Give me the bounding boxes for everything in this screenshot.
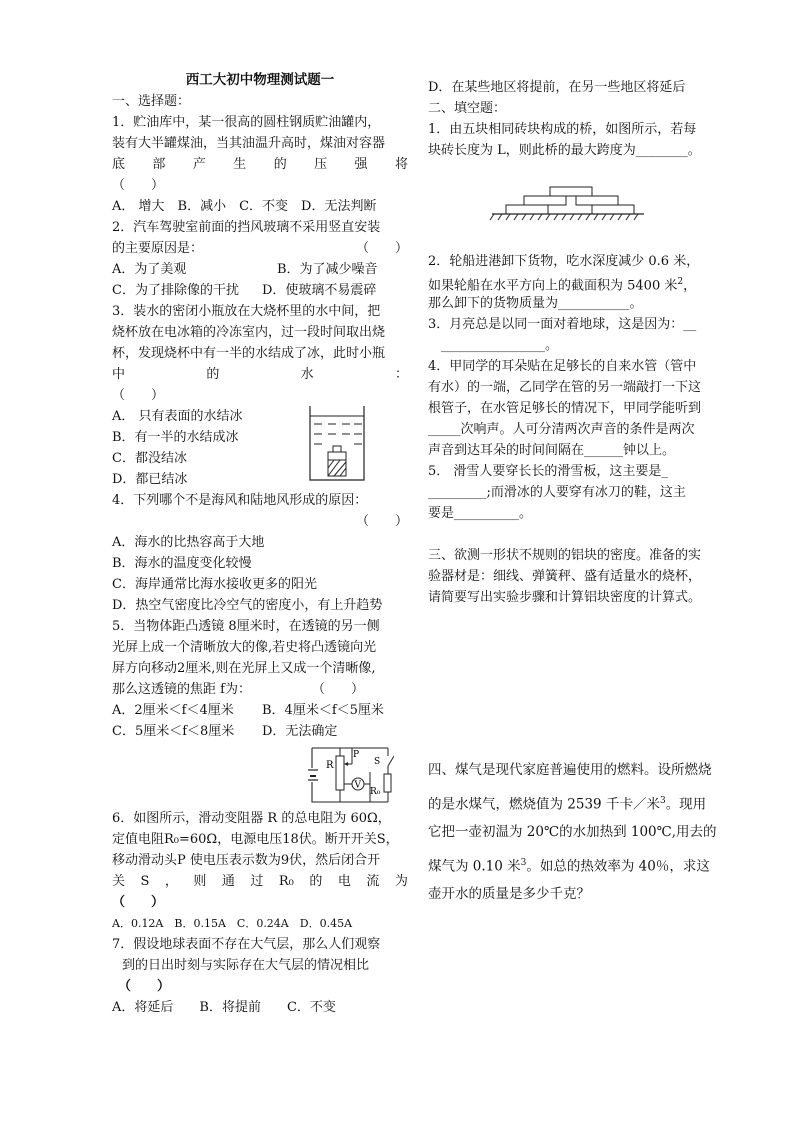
q3-option-a: A． 只有表面的水结冰 bbox=[112, 409, 243, 424]
q4-line1: 4．下列哪个不是海风和陆地风形成的原因： bbox=[112, 493, 368, 508]
q3-line3: 杯，发现烧杯中有一半的水结成了冰，此时小瓶 bbox=[112, 346, 386, 361]
q2-line2: 的主要原因是： （ ） bbox=[112, 241, 408, 256]
s4-line4: 煤气为 0.10 米$^3$。如总的热效率为 40％，求这 bbox=[428, 858, 710, 875]
fig-label-r0: R₀ bbox=[370, 787, 381, 797]
q1-line1: 1．贮油库中，某一很高的圆柱钢质贮油罐内， bbox=[112, 115, 381, 130]
q7-line1: 7．假设地球表面不存在大气层，那么人们观察 bbox=[112, 937, 381, 952]
s4-line2: 的是水煤气，燃烧值为 2539 千卡／米$^3$。现用 bbox=[428, 796, 707, 813]
q3-option-d: D．都已结冰 bbox=[112, 472, 188, 487]
bridge-figure-row bbox=[428, 161, 724, 251]
q3-option-b: B．有一半的水结成冰 bbox=[112, 430, 239, 445]
f1-line1: 1．由五块相同砖块构成的桥，如图所示，若每 bbox=[428, 122, 697, 137]
f3-line1: 3．月亮总是以同一面对着地球，这是因为：__ bbox=[428, 317, 697, 332]
section1-heading: 一、选择题： bbox=[112, 94, 191, 109]
q6-line2: 定值电阻R₀=60Ω，电源电压18伏。断开开关S， bbox=[112, 832, 399, 847]
q4-option-d: D．热空气密度比冷空气的密度小，有上升趋势 bbox=[112, 598, 383, 613]
s3-line2: 验器材是：细线、弹簧秤、盛有适量水的烧杯， bbox=[428, 569, 702, 584]
circuit-figure bbox=[308, 744, 394, 806]
q5-options-cd: C．5厘米＜f＜8厘米 D．无法确定 bbox=[112, 724, 338, 739]
q1-line2: 装有大半罐煤油，当其油温升高时，煤油对容器 bbox=[112, 136, 386, 151]
spacer bbox=[428, 524, 724, 545]
q2-options-ab: A．为了美观 B．为了减少噪音 bbox=[112, 262, 378, 277]
f2-line3: 那么卸下的货物质量为___________。 bbox=[428, 296, 643, 311]
brick-bridge-figure bbox=[488, 183, 648, 233]
q1-line3: 底 部 产 生 的 压 强 将 bbox=[112, 157, 408, 172]
q3-line4: 中 的 水 ： bbox=[112, 367, 408, 382]
f4-line4: _____次响声。人可分清两次声音的条件是两次 bbox=[428, 422, 695, 437]
f1-line2: 块砖长度为 L，则此桥的最大跨度为________。 bbox=[428, 143, 701, 158]
q6-line1: 6．如图所示，滑动变阻器 R 的总电阻为 60Ω， bbox=[112, 811, 391, 826]
fig-label-r: R bbox=[326, 760, 334, 771]
f5-line1: 5． 滑雪人要穿长长的滑雪板，这主要是_ bbox=[428, 464, 668, 479]
f5-line3: 要是__________。 bbox=[428, 506, 533, 521]
left-column bbox=[112, 70, 408, 1018]
q7-option-d: D．在某些地区将提前，在另一些地区将延后 bbox=[428, 80, 686, 95]
q7-answer-paren: （ ） bbox=[118, 979, 171, 994]
q3-option-c: C．都没结冰 bbox=[112, 451, 187, 466]
f4-line3: 根管子，在水管足够长的情况下，甲同学能听到 bbox=[428, 401, 702, 416]
q1-answer-paren: （ ） bbox=[112, 178, 165, 193]
answer-space bbox=[428, 608, 724, 755]
fig-label-p: P bbox=[353, 750, 360, 760]
q2-options-cd: C．为了排除像的干扰 D．使玻璃不易震碎 bbox=[112, 283, 377, 298]
q5-line3: 屏方向移动2厘米,则在光屏上又成一个清晰像, bbox=[112, 661, 376, 676]
q6-answer-paren: （ ） bbox=[112, 895, 165, 910]
fig-label-v: V bbox=[354, 780, 361, 791]
q6-line4: 关 S ， 则 通 过 R₀ 的 电 流 为 bbox=[112, 874, 408, 889]
q5-line2: 光屏上成一个清晰放大的像,若史将凸透镜向光 bbox=[112, 640, 377, 655]
f2-line1: 2．轮船进港卸下货物，吃水深度减少 0.6 米， bbox=[428, 254, 700, 269]
s3-line1: 三、欲测一形状不规则的铝块的密度。准备的实 bbox=[428, 548, 702, 563]
s4-line1: 四、煤气是现代家庭普遍使用的燃料。设所燃烧 bbox=[428, 762, 712, 778]
f2-line2: 如果轮船在水平方向上的截面积为 5400 米$^2$， bbox=[428, 277, 697, 294]
f5-line2: _________;而滑冰的人要穿有冰刀的鞋，这主 bbox=[428, 485, 686, 500]
s4-line3: 它把一壶初温为 20℃的水加热到 100℃,用去的 bbox=[428, 824, 717, 840]
beaker-figure bbox=[306, 402, 370, 484]
q3-line1: 3．装水的密闭小瓶放在大烧杯里的水中间，把 bbox=[112, 304, 381, 319]
q5-line1: 5．当物体距凸透镜 8厘米时，在透镜的另一侧 bbox=[112, 619, 380, 634]
q6-line3: 移动滑动头P 使电压表示数为9伏，然后闭合开 bbox=[112, 853, 381, 868]
q7-options: A．将延后 B．将提前 C．不变 bbox=[112, 1000, 336, 1015]
q3-options-block bbox=[112, 406, 408, 490]
q3-answer-paren: （ ） bbox=[112, 388, 165, 403]
q3-line2: 烧杯放在电冰箱的冷冻室内，过一段时间取出烧 bbox=[112, 325, 386, 340]
s3-line3: 请简要写出实验步骤和计算铝块密度的计算式。 bbox=[428, 590, 702, 605]
q1-options: A． 增大 B．减小 C．不变 D．无法判断 bbox=[112, 199, 377, 214]
s4-line5: 壶开水的质量是多少千克？ bbox=[428, 886, 590, 902]
right-column bbox=[428, 77, 724, 910]
q5-line4: 那么这透镜的焦距 f为： （ ） bbox=[112, 682, 365, 697]
q4-answer-paren: （ ） bbox=[355, 514, 408, 529]
f4-line2: 有水）的一端，乙同学在管的另一端敲打一下这 bbox=[428, 380, 702, 395]
q5-options-ab: A．2厘米＜f＜4厘米 B．4厘米＜f＜5厘米 bbox=[112, 703, 384, 718]
f3-line2: ________________。 bbox=[428, 338, 559, 353]
q2-line1: 2．汽车驾驶室前面的挡风玻璃不采用竖直安装 bbox=[112, 220, 381, 235]
q6-options: A．0.12A B．0.15A C．0.24A D．0.45A bbox=[112, 917, 353, 930]
q6-figure-row bbox=[112, 742, 408, 808]
q4-option-a: A．海水的比热容高于大地 bbox=[112, 535, 265, 550]
q4-option-c: C．海岸通常比海水接收更多的阳光 bbox=[112, 577, 317, 592]
q7-line2: 到的日出时刻与实际存在大气层的情况相比 bbox=[122, 958, 370, 973]
section2-heading: 二、填空题： bbox=[428, 101, 507, 116]
f4-line1: 4．甲同学的耳朵贴在足够长的自来水管（管中 bbox=[428, 359, 697, 374]
q4-option-b: B．海水的温度变化较慢 bbox=[112, 556, 252, 571]
page-title: 西工大初中物理测试题一 bbox=[185, 72, 335, 88]
fig-label-s: S bbox=[374, 757, 381, 767]
f4-line5: 声音到达耳朵的时间间隔在______钟以上。 bbox=[428, 443, 676, 458]
